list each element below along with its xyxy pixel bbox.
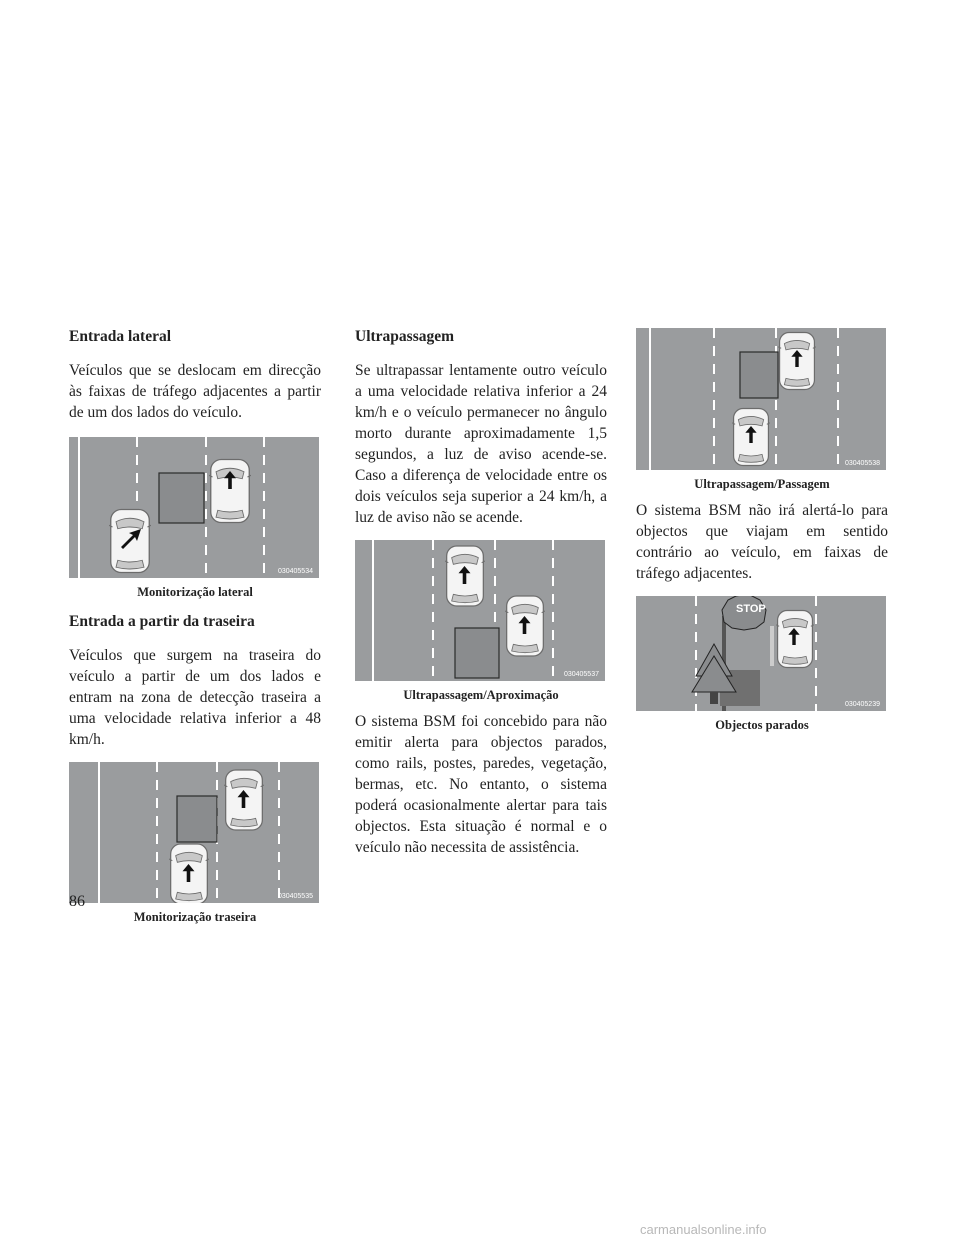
detection-zone <box>159 473 204 523</box>
figure-objectos-parados <box>636 596 886 711</box>
figure-ultrapassagem-aproximacao <box>355 540 605 681</box>
paragraph-ultrapassagem: Se ultrapassar lentamente outro veículo a uma velocidade relativa inferior a 24 km/h e o veículo permanecer no ângulo morto durante aproximadamente 1,5 segundos, a luz de aviso acende-se. Caso a diferença de velocidade entre os dois veículos seja superior a 24 km/h, a luz de aviso não se acende. <box>355 362 607 526</box>
lane-diagram <box>636 328 886 470</box>
figure-monitorizacao-lateral <box>69 437 319 578</box>
detection-zone <box>177 796 217 842</box>
column-2 <box>355 328 607 858</box>
figure-caption: Monitorização traseira <box>133 910 257 924</box>
paragraph-objectos-parados: O sistema BSM foi concebido para não emitir alerta para objectos parados, como rails, postes, paredes, vegetação, bermas, etc. No entanto, o sistema poderá ocasionalmente alertar para tais objectos. Esta situação é normal e o veículo não necessita de assistência. <box>355 713 607 856</box>
lane-diagram <box>69 762 319 903</box>
detection-zone <box>455 628 499 678</box>
section-heading-ultrapassagem: Ultrapassagem <box>355 328 455 345</box>
figure-ultrapassagem-passagem <box>636 328 886 470</box>
figure-code: 030405535 <box>277 893 313 900</box>
page-number: 86 <box>69 893 85 910</box>
figure-code: 030405239 <box>844 701 880 708</box>
figure-caption: Objectos parados <box>715 718 809 732</box>
figure-caption: Monitorização lateral <box>137 585 253 599</box>
section-heading-entrada-traseira: Entrada a partir da traseira <box>69 613 255 630</box>
lane-diagram <box>69 437 319 578</box>
detection-zone <box>740 352 778 398</box>
paragraph-entrada-lateral: Veículos que se deslocam em direcção às faixas de tráfego adjacentes a partir de um dos lados do veículo. <box>69 362 321 421</box>
column-3 <box>636 328 888 733</box>
car-icon <box>209 460 251 523</box>
watermark: carmanualsonline.info <box>640 1222 767 1237</box>
lane-diagram <box>355 540 605 681</box>
figure-code: 030405537 <box>563 671 599 678</box>
paragraph-entrada-traseira: Veículos que surgem na traseira do veículo a partir de um dos lados e entram na zona de detecção traseira a uma velocidade relativa inferior a 48 km/h. <box>69 647 321 748</box>
section-heading-entrada-lateral: Entrada lateral <box>69 328 172 345</box>
paragraph-sentido-contrario: O sistema BSM não irá alertá-lo para objectos que viajam em sentido contrário ao veículo, em faixas de tráfego adjacentes. <box>636 502 888 582</box>
figure-caption: Ultrapassagem/Aproximação <box>403 688 559 702</box>
figure-code: 030405538 <box>844 460 880 467</box>
figure-caption: Ultrapassagem/Passagem <box>694 477 830 491</box>
figure-monitorizacao-traseira <box>69 762 319 903</box>
stop-sign-text: STOP <box>736 603 766 615</box>
figure-code: 030405534 <box>277 568 313 575</box>
column-1 <box>69 328 321 925</box>
